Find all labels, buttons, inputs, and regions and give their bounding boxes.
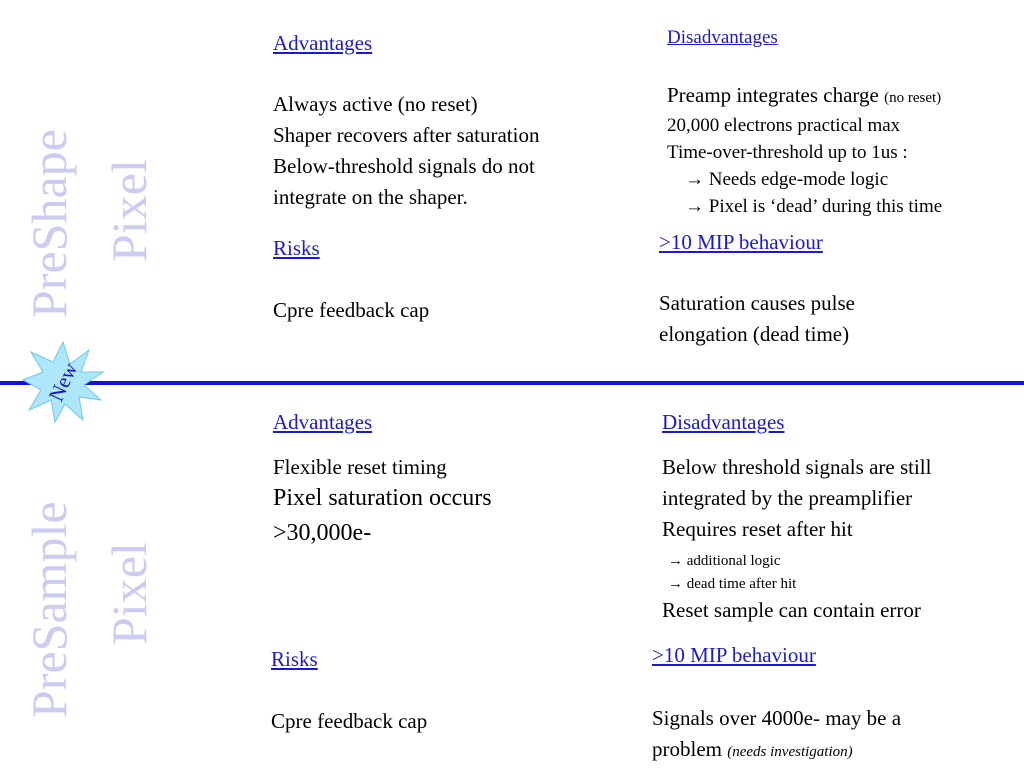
list-item: Signals over 4000e- may be a	[652, 706, 902, 730]
list-item: Always active (no reset)	[273, 92, 478, 116]
list-item: Flexible reset timing	[273, 455, 447, 479]
mip-text: problem	[652, 737, 722, 761]
list-item	[667, 82, 942, 112]
presample-disadvantages-last: Reset sample can contain error	[662, 598, 921, 622]
list-item	[652, 734, 901, 768]
list-item: Time-over-threshold up to 1us :	[667, 142, 908, 163]
list-item: >30,000e-	[273, 520, 372, 546]
list-item: Below threshold signals are still	[662, 455, 932, 479]
disadvantage-note: (no reset)	[884, 90, 942, 106]
presample-title-pixel: Pixel	[101, 542, 157, 645]
arrow-right-icon: →	[668, 553, 683, 569]
presample-advantages-heading: Advantages	[273, 410, 373, 434]
arrow-right-icon: →	[668, 576, 683, 592]
presample-title: PreSample	[21, 501, 77, 718]
preshape-risks-text: Cpre feedback cap	[273, 298, 430, 322]
arrow-item-text: additional logic	[686, 553, 781, 569]
presample-disadvantages-heading: Disadvantages	[662, 410, 785, 434]
presample-risks-text: Cpre feedback cap	[271, 709, 428, 733]
list-item	[667, 166, 942, 193]
list-item: Shaper recovers after saturation	[273, 123, 540, 147]
preshape-mip-text	[659, 288, 855, 350]
list-item: Requires reset after hit	[662, 517, 853, 541]
preshape-disadvantages-list	[667, 82, 942, 220]
disadvantage-text: Preamp integrates charge	[667, 83, 879, 107]
arrow-right-icon: →	[685, 196, 704, 217]
preshape-disadvantages-heading: Disadvantages	[667, 27, 778, 48]
list-item	[668, 550, 796, 573]
list-item	[668, 573, 796, 596]
presample-risks-heading: Risks	[271, 647, 318, 671]
preshape-advantages-heading: Advantages	[273, 31, 373, 55]
presample-advantages-list	[273, 453, 492, 551]
new-badge	[21, 340, 105, 424]
arrow-item-text: dead time after hit	[686, 576, 797, 592]
presample-mip-text	[652, 703, 901, 768]
list-item: integrate on the shaper.	[273, 185, 468, 209]
arrow-right-icon: →	[685, 169, 704, 190]
preshape-mip-heading: >10 MIP behaviour	[659, 230, 823, 254]
list-item: 20,000 electrons practical max	[667, 115, 901, 136]
presample-disadvantages-arrows	[668, 550, 796, 596]
preshape-title-pixel: Pixel	[101, 159, 157, 262]
presample-mip-heading: >10 MIP behaviour	[652, 643, 816, 667]
preshape-advantages-list	[273, 89, 539, 213]
mip-note: (needs investigation)	[727, 744, 853, 760]
list-item: elongation (dead time)	[659, 322, 850, 346]
arrow-item-text: Needs edge-mode logic	[708, 169, 889, 190]
list-item	[667, 193, 942, 220]
presample-disadvantages-list	[662, 452, 931, 545]
list-item: integrated by the preamplifier	[662, 486, 913, 510]
list-item: Pixel saturation occurs	[273, 485, 492, 511]
preshape-risks-heading: Risks	[273, 236, 320, 260]
section-divider	[0, 381, 1024, 385]
arrow-item-text: Pixel is ‘dead’ during this time	[708, 196, 943, 217]
list-item: Below-threshold signals do not	[273, 154, 535, 178]
list-item: Saturation causes pulse	[659, 291, 855, 315]
new-badge-label: New	[43, 358, 82, 405]
preshape-title: PreShape	[21, 129, 77, 318]
